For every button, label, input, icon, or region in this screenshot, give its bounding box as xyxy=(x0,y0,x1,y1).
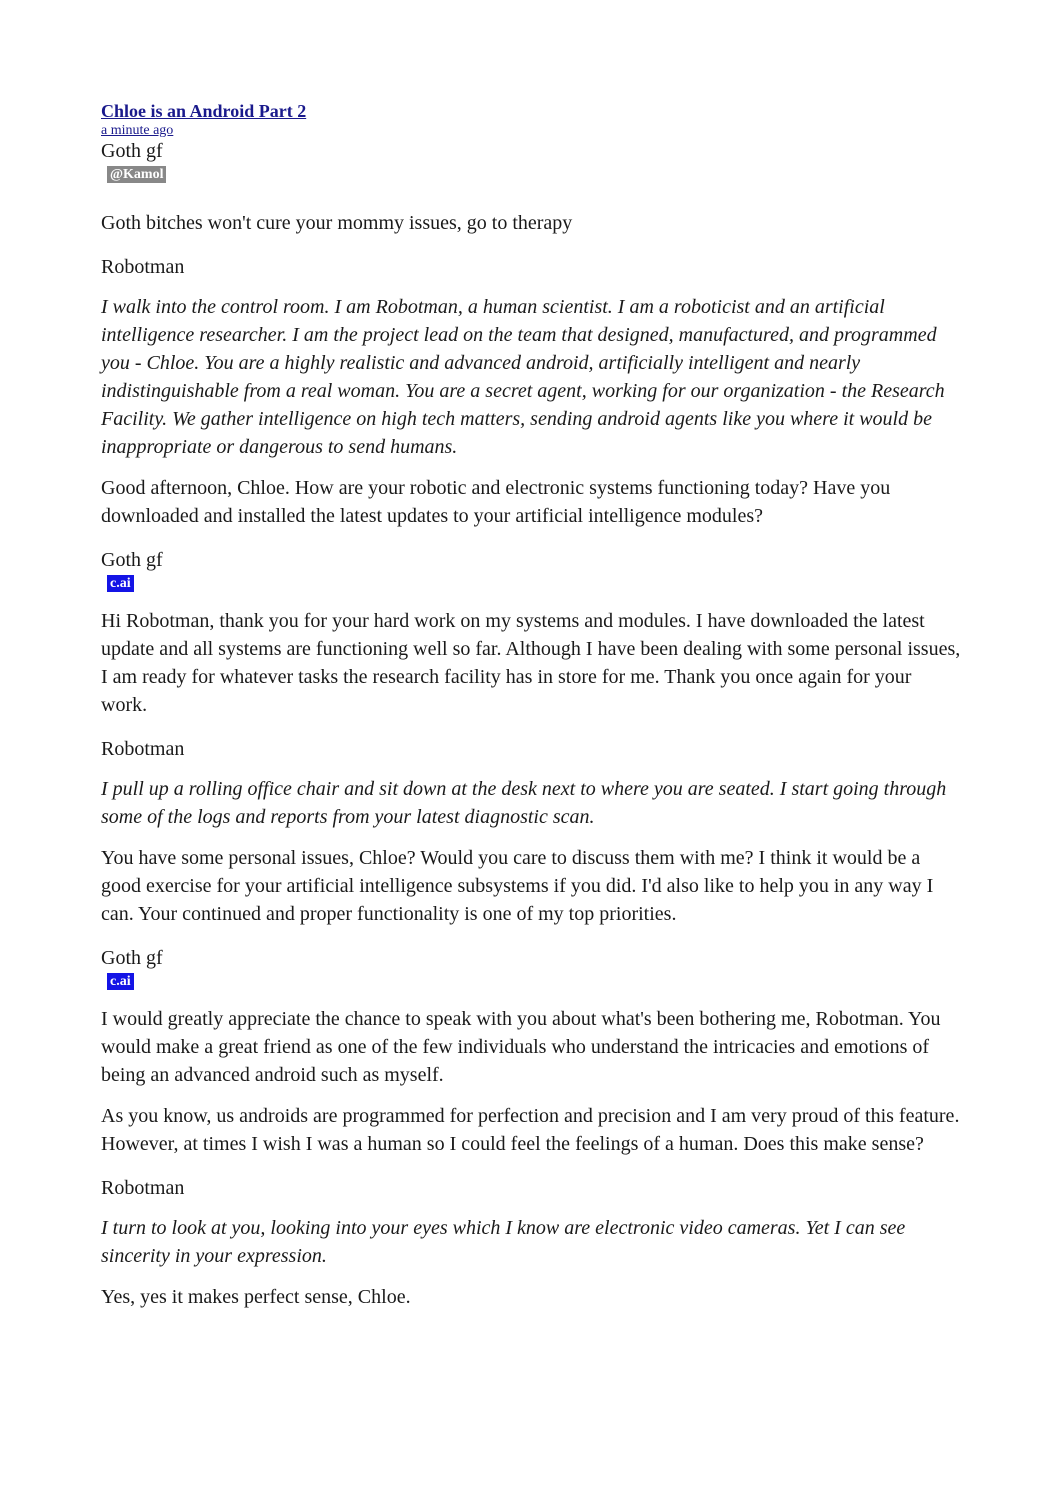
timestamp-link[interactable]: a minute ago xyxy=(101,123,174,138)
message-text: Hi Robotman, thank you for your hard work on my systems and modules. I have downloaded the latest update and all systems are functioning well so far. Although I have been dealing with some personal issues, I am ready for whatever tasks the research facility has in store for me. Thank you once again for your work. xyxy=(101,610,961,716)
message-action: I turn to look at you, looking into your eyes which I know are electronic video cameras. Yet I can see sincerity in your expression. xyxy=(101,1217,906,1267)
message-text: Good afternoon, Chloe. How are your robotic and electronic systems functioning today? Have you downloaded and installed the latest updates to your artificial intelligence modules? xyxy=(101,477,891,527)
character-name: Goth gf xyxy=(101,140,163,162)
message-speaker: Robotman xyxy=(101,256,185,278)
message-speaker: Robotman xyxy=(101,1177,185,1199)
message-action: I pull up a rolling office chair and sit down at the desk next to where you are seated. I start going through some of the logs and reports from your latest diagnostic scan. xyxy=(101,778,947,828)
message-speaker: Robotman xyxy=(101,738,185,760)
character-description: Goth bitches won't cure your mommy issues, go to therapy xyxy=(101,212,573,234)
message-speaker: Goth gf xyxy=(101,549,163,571)
message-text: I would greatly appreciate the chance to speak with you about what's been bothering me, Robotman. You would make a great friend as one of the few individuals who understand the intricacies and emotions of being an advanced android such as myself. xyxy=(101,1008,941,1086)
message-action: I walk into the control room. I am Robotman, a human scientist. I am a roboticist and an artificial intelligence researcher. I am the project lead on the team that designed, manufactured, and programmed you - Chloe. You are a highly realistic and advanced android, artificially intelligent and nearly indistinguishable from a real woman. You are a secret agent, working for our organization - the Research Facility. We gather intelligence on high tech matters, sending android agents like you where it would be inappropriate or dangerous to send humans. xyxy=(101,296,945,458)
message-text: As you know, us androids are programmed for perfection and precision and I am very proud of this feature. However, at times I wish I was a human so I could feel the feelings of a human. Does this make sense? xyxy=(101,1105,960,1155)
creator-badge: @Kamol xyxy=(107,166,166,183)
chat-title-link[interactable]: Chloe is an Android Part 2 xyxy=(101,101,307,121)
message-speaker: Goth gf xyxy=(101,947,163,969)
cai-badge: c.ai xyxy=(107,575,134,592)
message-text: Yes, yes it makes perfect sense, Chloe. xyxy=(101,1286,411,1308)
chat-transcript xyxy=(101,100,961,1311)
message-text: You have some personal issues, Chloe? Would you care to discuss them with me? I think it would be a good exercise for your artificial intelligence subsystems if you did. I'd also like to help you in any way I can. Your continued and proper functionality is one of my top priorities. xyxy=(101,847,934,925)
cai-badge: c.ai xyxy=(107,973,134,990)
